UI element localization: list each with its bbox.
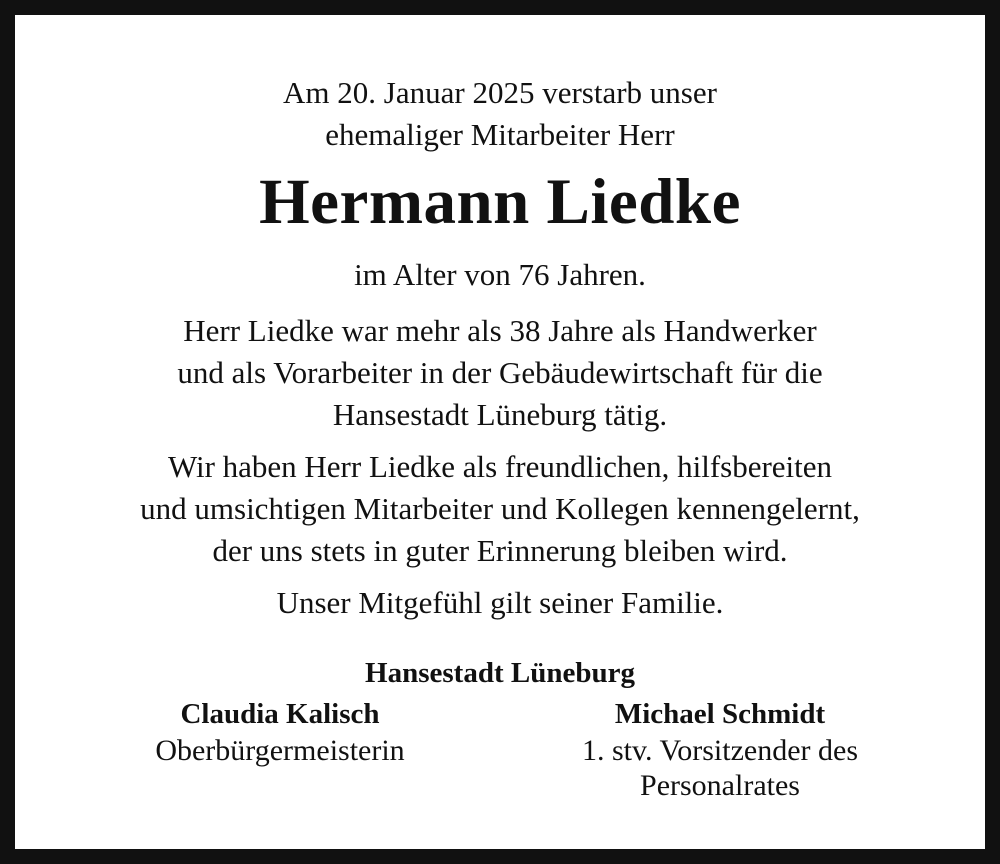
paragraph-tribute xyxy=(30,446,970,572)
age-line: im Alter von 76 Jahren. xyxy=(354,257,646,292)
signer-left xyxy=(80,695,480,768)
paragraph-tribute-line-2: und umsichtigen Mitarbeiter und Kollegen kennengelernt, xyxy=(140,491,860,526)
paragraph-career-line-2: und als Vorarbeiter in der Gebäudewirtschaft für die xyxy=(177,355,823,390)
signer-name: Claudia Kalisch xyxy=(180,698,380,730)
signer-role-line-1: 1. stv. Vorsitzender des xyxy=(581,734,859,767)
organization-name: Hansestadt Lüneburg xyxy=(365,657,635,689)
signer-role-line-2: Personalrates xyxy=(640,769,800,802)
paragraph-career xyxy=(30,310,970,436)
paragraph-tribute-line-1: Wir haben Herr Liedke als freundlichen, hilfsbereiten xyxy=(167,449,833,484)
intro-line-2: ehemaliger Mitarbeiter Herr xyxy=(325,117,675,152)
deceased-name: Hermann Liedke xyxy=(259,166,741,238)
paragraph-career-line-3: Hansestadt Lüneburg tätig. xyxy=(332,397,668,432)
condolence-line: Unser Mitgefühl gilt seiner Familie. xyxy=(276,585,724,620)
signatories xyxy=(15,695,985,815)
paragraph-career-line-1: Herr Liedke war mehr als 38 Jahre als Handwerker xyxy=(183,313,817,348)
intro-text xyxy=(30,30,970,156)
paragraph-tribute-line-3: der uns stets in guter Erinnerung bleiben wird. xyxy=(212,533,788,568)
intro-line-1: Am 20. Januar 2025 verstarb unser xyxy=(283,75,717,110)
signer-name: Michael Schmidt xyxy=(614,698,826,730)
signer-role-line-1: Oberbürgermeisterin xyxy=(155,734,405,767)
signer-right xyxy=(520,695,920,803)
